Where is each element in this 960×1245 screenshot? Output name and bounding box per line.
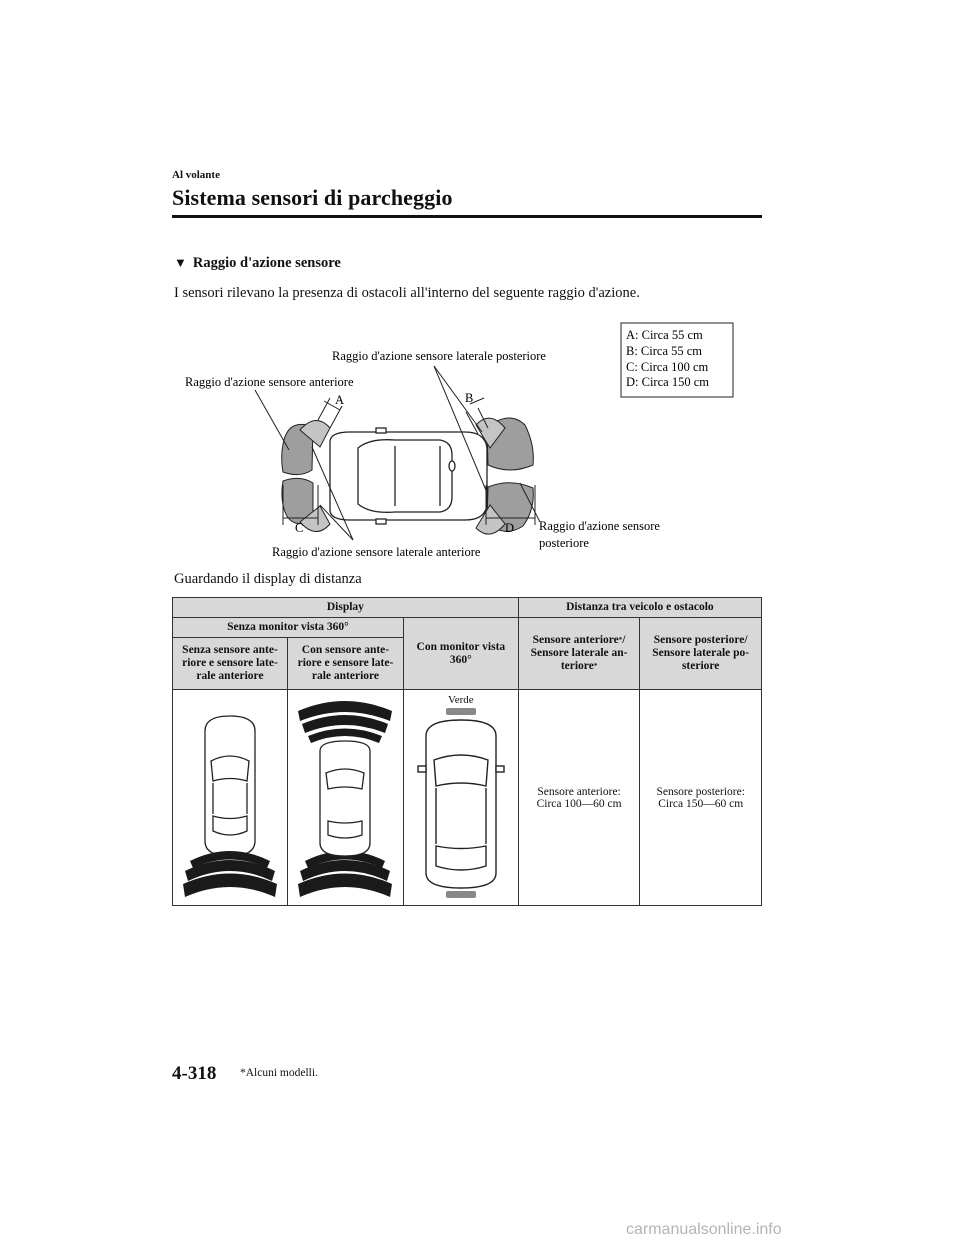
footnote: *Alcuni modelli. xyxy=(240,1067,318,1079)
label-rear-side-range: Raggio d'azione sensore laterale posteriore xyxy=(332,349,546,363)
col2-line2: riore e sensore late- xyxy=(297,657,394,669)
subheading-text: Raggio d'azione sensore xyxy=(192,255,341,271)
section-label: Al volante xyxy=(172,169,220,181)
page-number: 4-318 xyxy=(172,1063,217,1084)
distance-display-table xyxy=(172,597,762,906)
front-sensor-text: Sensore anteriore xyxy=(532,634,619,646)
sensor-range-diagram xyxy=(150,318,770,568)
header-no-monitor: Senza monitor vista 360° xyxy=(173,618,404,638)
with-monitor-line2: 360° xyxy=(449,653,472,666)
header-distance: Distanza tra veicolo e ostacolo xyxy=(518,598,761,618)
asterisk: * xyxy=(593,662,598,670)
col2-line1: Con sensore ante- xyxy=(301,644,390,656)
rear-sensor-line2: Sensore laterale po- xyxy=(652,647,750,659)
letter-b: B xyxy=(465,391,474,405)
front-green-indicator xyxy=(446,708,476,715)
label-rear-range-line2: posteriore xyxy=(539,536,589,550)
car-top-view xyxy=(330,428,487,524)
front-distance-value: Circa 100―60 cm xyxy=(536,797,622,810)
rear-sensor-line3: steriore xyxy=(681,660,720,672)
intro-paragraph: I sensori rilevano la presenza di ostacoli all'interno del seguente raggio d'azione. xyxy=(174,285,640,301)
triangle-marker-icon: ▼ xyxy=(174,255,187,270)
legend-c: C: Circa 100 cm xyxy=(626,360,709,374)
col1-line1: Senza sensore ante- xyxy=(182,644,278,656)
car-display-front-rear xyxy=(290,691,400,901)
with-monitor-line1: Con monitor vista xyxy=(416,640,506,653)
col1-line3: rale anteriore xyxy=(196,670,264,682)
watermark: carmanualsonline.info xyxy=(626,1221,782,1238)
front-sensor-line2: Sensore laterale an- xyxy=(530,647,628,659)
car-display-rear-only xyxy=(175,691,285,901)
front-sensor-line3 xyxy=(519,660,640,673)
header-front-sensor xyxy=(518,618,640,690)
distance-caption: Guardando il display di distanza xyxy=(174,571,362,587)
legend-d: D: Circa 150 cm xyxy=(626,375,709,389)
front-sensor-line1 xyxy=(519,634,640,647)
title-rule xyxy=(172,215,762,218)
label-front-side-range: Raggio d'azione sensore laterale anteriore xyxy=(272,545,481,559)
slash: / xyxy=(622,634,626,646)
header-with-monitor xyxy=(403,618,518,690)
rear-distance-cell xyxy=(640,690,762,906)
front-sensor-line3-text: teriore xyxy=(560,660,594,672)
header-col1 xyxy=(173,638,288,690)
display-cell-with-front xyxy=(287,690,403,906)
asterisk: * xyxy=(618,636,623,644)
display-cell-no-front xyxy=(173,690,288,906)
header-display: Display xyxy=(173,598,519,618)
front-distance-label: Sensore anteriore: xyxy=(537,785,621,798)
subheading xyxy=(174,255,341,272)
label-rear-range-line1: Raggio d'azione sensore xyxy=(539,519,660,533)
letter-d: D xyxy=(505,521,515,535)
header-rear-sensor xyxy=(640,618,762,690)
col2-line3: rale anteriore xyxy=(311,670,380,682)
legend-b: B: Circa 55 cm xyxy=(626,344,703,358)
display-cell-monitor xyxy=(403,690,518,906)
rear-green-indicator xyxy=(446,891,476,898)
color-label-verde: Verde xyxy=(448,694,474,706)
header-col2 xyxy=(287,638,403,690)
letter-a: A xyxy=(335,393,345,407)
front-distance-cell xyxy=(518,690,640,906)
col1-line2: riore e sensore late- xyxy=(182,657,278,669)
legend-a: A: Circa 55 cm xyxy=(626,328,703,342)
letter-c: C xyxy=(295,521,304,535)
page-title: Sistema sensori di parcheggio xyxy=(172,185,453,210)
rear-distance-value: Circa 150―60 cm xyxy=(658,797,744,810)
car-display-360 xyxy=(416,708,506,898)
rear-distance-label: Sensore posteriore: xyxy=(656,785,745,798)
rear-sensor-line1: Sensore posteriore/ xyxy=(653,634,748,646)
label-front-range: Raggio d'azione sensore anteriore xyxy=(185,375,354,389)
